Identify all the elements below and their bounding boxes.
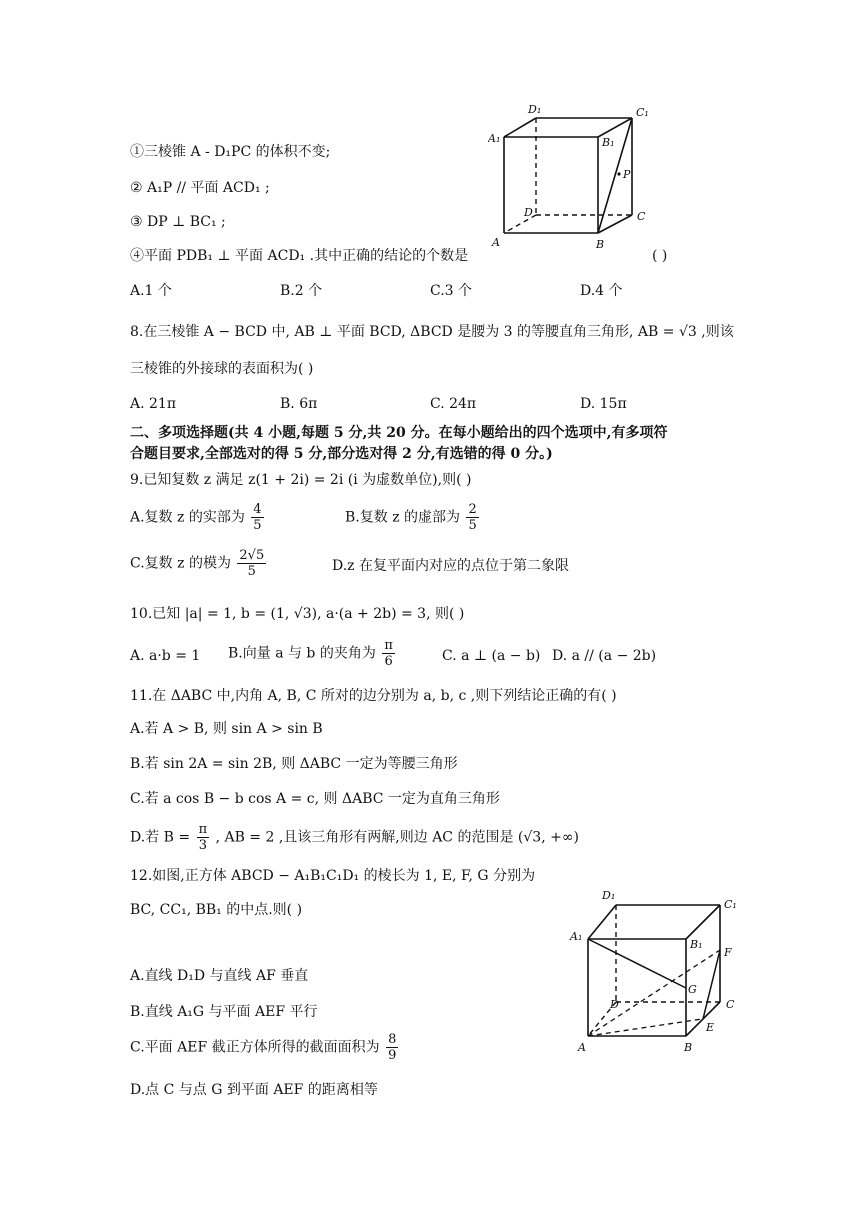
q7-label-C: C [637, 210, 646, 223]
q11-stem: 11.在 ΔABC 中,内角 A, B, C 所对的边分别为 a, b, c ,则下列结论正确的有( ) [130, 688, 617, 704]
q12-label-A1: A₁ [570, 930, 583, 943]
q7-statement-3: ③ DP ⊥ BC₁ ; [130, 214, 226, 230]
q7-label-B: B [596, 238, 605, 250]
q8-stem-line1: 8.在三棱锥 A − BCD 中, AB ⊥ 平面 BCD, ΔBCD 是腰为 3 的等腰直角三角形, AB = √3 ,则该 [130, 324, 734, 340]
q10-b-num: π [384, 638, 393, 653]
q7-label-A1: A₁ [488, 132, 501, 145]
q10-option-b-text: B.向量 a 与 b 的夹角为 [228, 645, 376, 662]
q10-option-c: C. a ⊥ (a − b) [442, 648, 541, 664]
q8-option-c: C. 24π [430, 396, 477, 412]
q11-option-a: A.若 A > B, 则 sin A > sin B [130, 721, 323, 737]
section2-heading-line2: 合题目要求,全部选对的得 5 分,部分选对得 2 分,有选错的得 0 分。) [130, 446, 553, 462]
q8-option-b: B. 6π [280, 396, 318, 412]
q12-c-num: 8 [388, 1032, 397, 1047]
q9-stem: 9.已知复数 z 满足 z(1 + 2i) = 2i (i 为虚数单位),则( ) [130, 472, 472, 488]
q11-option-d-pre: D.若 B = [130, 829, 191, 846]
q7-statement-2: ② A₁P // 平面 ACD₁ ; [130, 180, 270, 196]
q7-option-d: D.4 个 [580, 283, 623, 299]
q8-stem-line2: 三棱锥的外接球的表面积为( ) [130, 361, 314, 377]
q11-option-d-post: , AB = 2 ,且该三角形有两解,则边 AC 的范围是 (√3, +∞) [215, 829, 579, 846]
q12-label-C1: C₁ [724, 898, 737, 911]
q12-label-A: A [578, 1041, 586, 1054]
q9-c-den: 5 [247, 564, 256, 579]
q9-a-num: 4 [253, 502, 262, 517]
q12-label-E: E [706, 1021, 715, 1034]
q11-d-den: 3 [198, 838, 207, 853]
q7-label-D: D [524, 206, 533, 219]
q12-option-b: B.直线 A₁G 与平面 AEF 平行 [130, 1004, 318, 1020]
q12-label-D: D [610, 998, 619, 1011]
q7-statement-1: ①三棱锥 A - D₁PC 的体积不变; [130, 144, 331, 160]
q7-label-B1: B₁ [602, 136, 615, 149]
q7-answer-paren: ( ) [652, 248, 668, 264]
q11-option-c: C.若 a cos B − b cos A = c, 则 ΔABC 一定为直角三角形 [130, 791, 500, 807]
q12-c-den: 9 [388, 1048, 397, 1063]
q11-d-num: π [198, 822, 208, 837]
q10-b-den: 6 [384, 654, 393, 669]
q12-stem-line2: BC, CC₁, BB₁ 的中点.则( ) [130, 902, 303, 918]
q9-option-c-text: C.复数 z 的模为 [130, 555, 231, 572]
q7-label-A: A [492, 236, 500, 249]
q12-label-G: G [688, 983, 697, 996]
q9-b-num: 2 [468, 502, 477, 517]
q7-label-C1: C₁ [636, 106, 649, 119]
q11-option-d-fraction [197, 822, 210, 853]
q9-option-a-fraction [251, 502, 263, 533]
q12-option-c-fraction [386, 1032, 398, 1063]
q12-label-C: C [726, 998, 735, 1011]
q9-option-a [130, 502, 266, 533]
q12-cube-figure [568, 884, 748, 1054]
q9-option-b-fraction [466, 502, 478, 533]
q12-option-c [130, 1032, 400, 1063]
q7-option-c: C.3 个 [430, 283, 473, 299]
q12-option-d: D.点 C 与点 G 到平面 AEF 的距离相等 [130, 1082, 378, 1098]
q11-option-b: B.若 sin 2A = sin 2B, 则 ΔABC 一定为等腰三角形 [130, 756, 458, 772]
q7-label-D1: D₁ [528, 103, 542, 116]
q10-option-b-fraction [382, 638, 395, 669]
q9-option-a-text: A.复数 z 的实部为 [130, 509, 245, 526]
q8-option-d: D. 15π [580, 396, 627, 412]
q9-option-d: D.z 在复平面内对应的点位于第二象限 [332, 558, 570, 574]
q10-option-d: D. a // (a − 2b) [552, 648, 657, 664]
q9-option-c [130, 548, 268, 579]
q10-option-b [228, 638, 397, 669]
q9-option-b-text: B.复数 z 的虚部为 [345, 509, 461, 526]
q12-label-B: B [684, 1041, 693, 1054]
section2-heading-line1: 二、多项选择题(共 4 小题,每题 5 分,共 20 分。在每小题给出的四个选项中,有多项符 [130, 425, 668, 441]
q12-option-c-text: C.平面 AEF 截正方体所得的截面面积为 [130, 1039, 380, 1056]
q9-b-den: 5 [468, 518, 477, 533]
q12-label-D1: D₁ [602, 889, 616, 902]
q7-option-a: A.1 个 [130, 283, 172, 299]
q9-c-num: 2√5 [239, 548, 265, 563]
q8-option-a: A. 21π [130, 396, 177, 412]
q7-label-P: P [623, 168, 631, 181]
q9-a-den: 5 [253, 518, 262, 533]
q12-stem-line1: 12.如图,正方体 ABCD − A₁B₁C₁D₁ 的棱长为 1, E, F, G 分别为 [130, 868, 536, 884]
q10-stem: 10.已知 |a| = 1, b = (1, √3), a·(a + 2b) = 3, 则( ) [130, 606, 465, 622]
q7-option-b: B.2 个 [280, 283, 323, 299]
q12-option-a: A.直线 D₁D 与直线 AF 垂直 [130, 968, 309, 984]
q9-option-c-fraction [237, 548, 266, 579]
q12-label-F: F [724, 946, 732, 959]
q9-option-b [345, 502, 481, 533]
q10-option-a: A. a·b = 1 [130, 648, 201, 664]
q7-cube-figure [488, 100, 658, 250]
q7-statement-4: ④平面 PDB₁ ⊥ 平面 ACD₁ .其中正确的结论的个数是 [130, 248, 469, 264]
q11-option-d [130, 822, 579, 853]
q12-label-B1: B₁ [690, 938, 703, 951]
